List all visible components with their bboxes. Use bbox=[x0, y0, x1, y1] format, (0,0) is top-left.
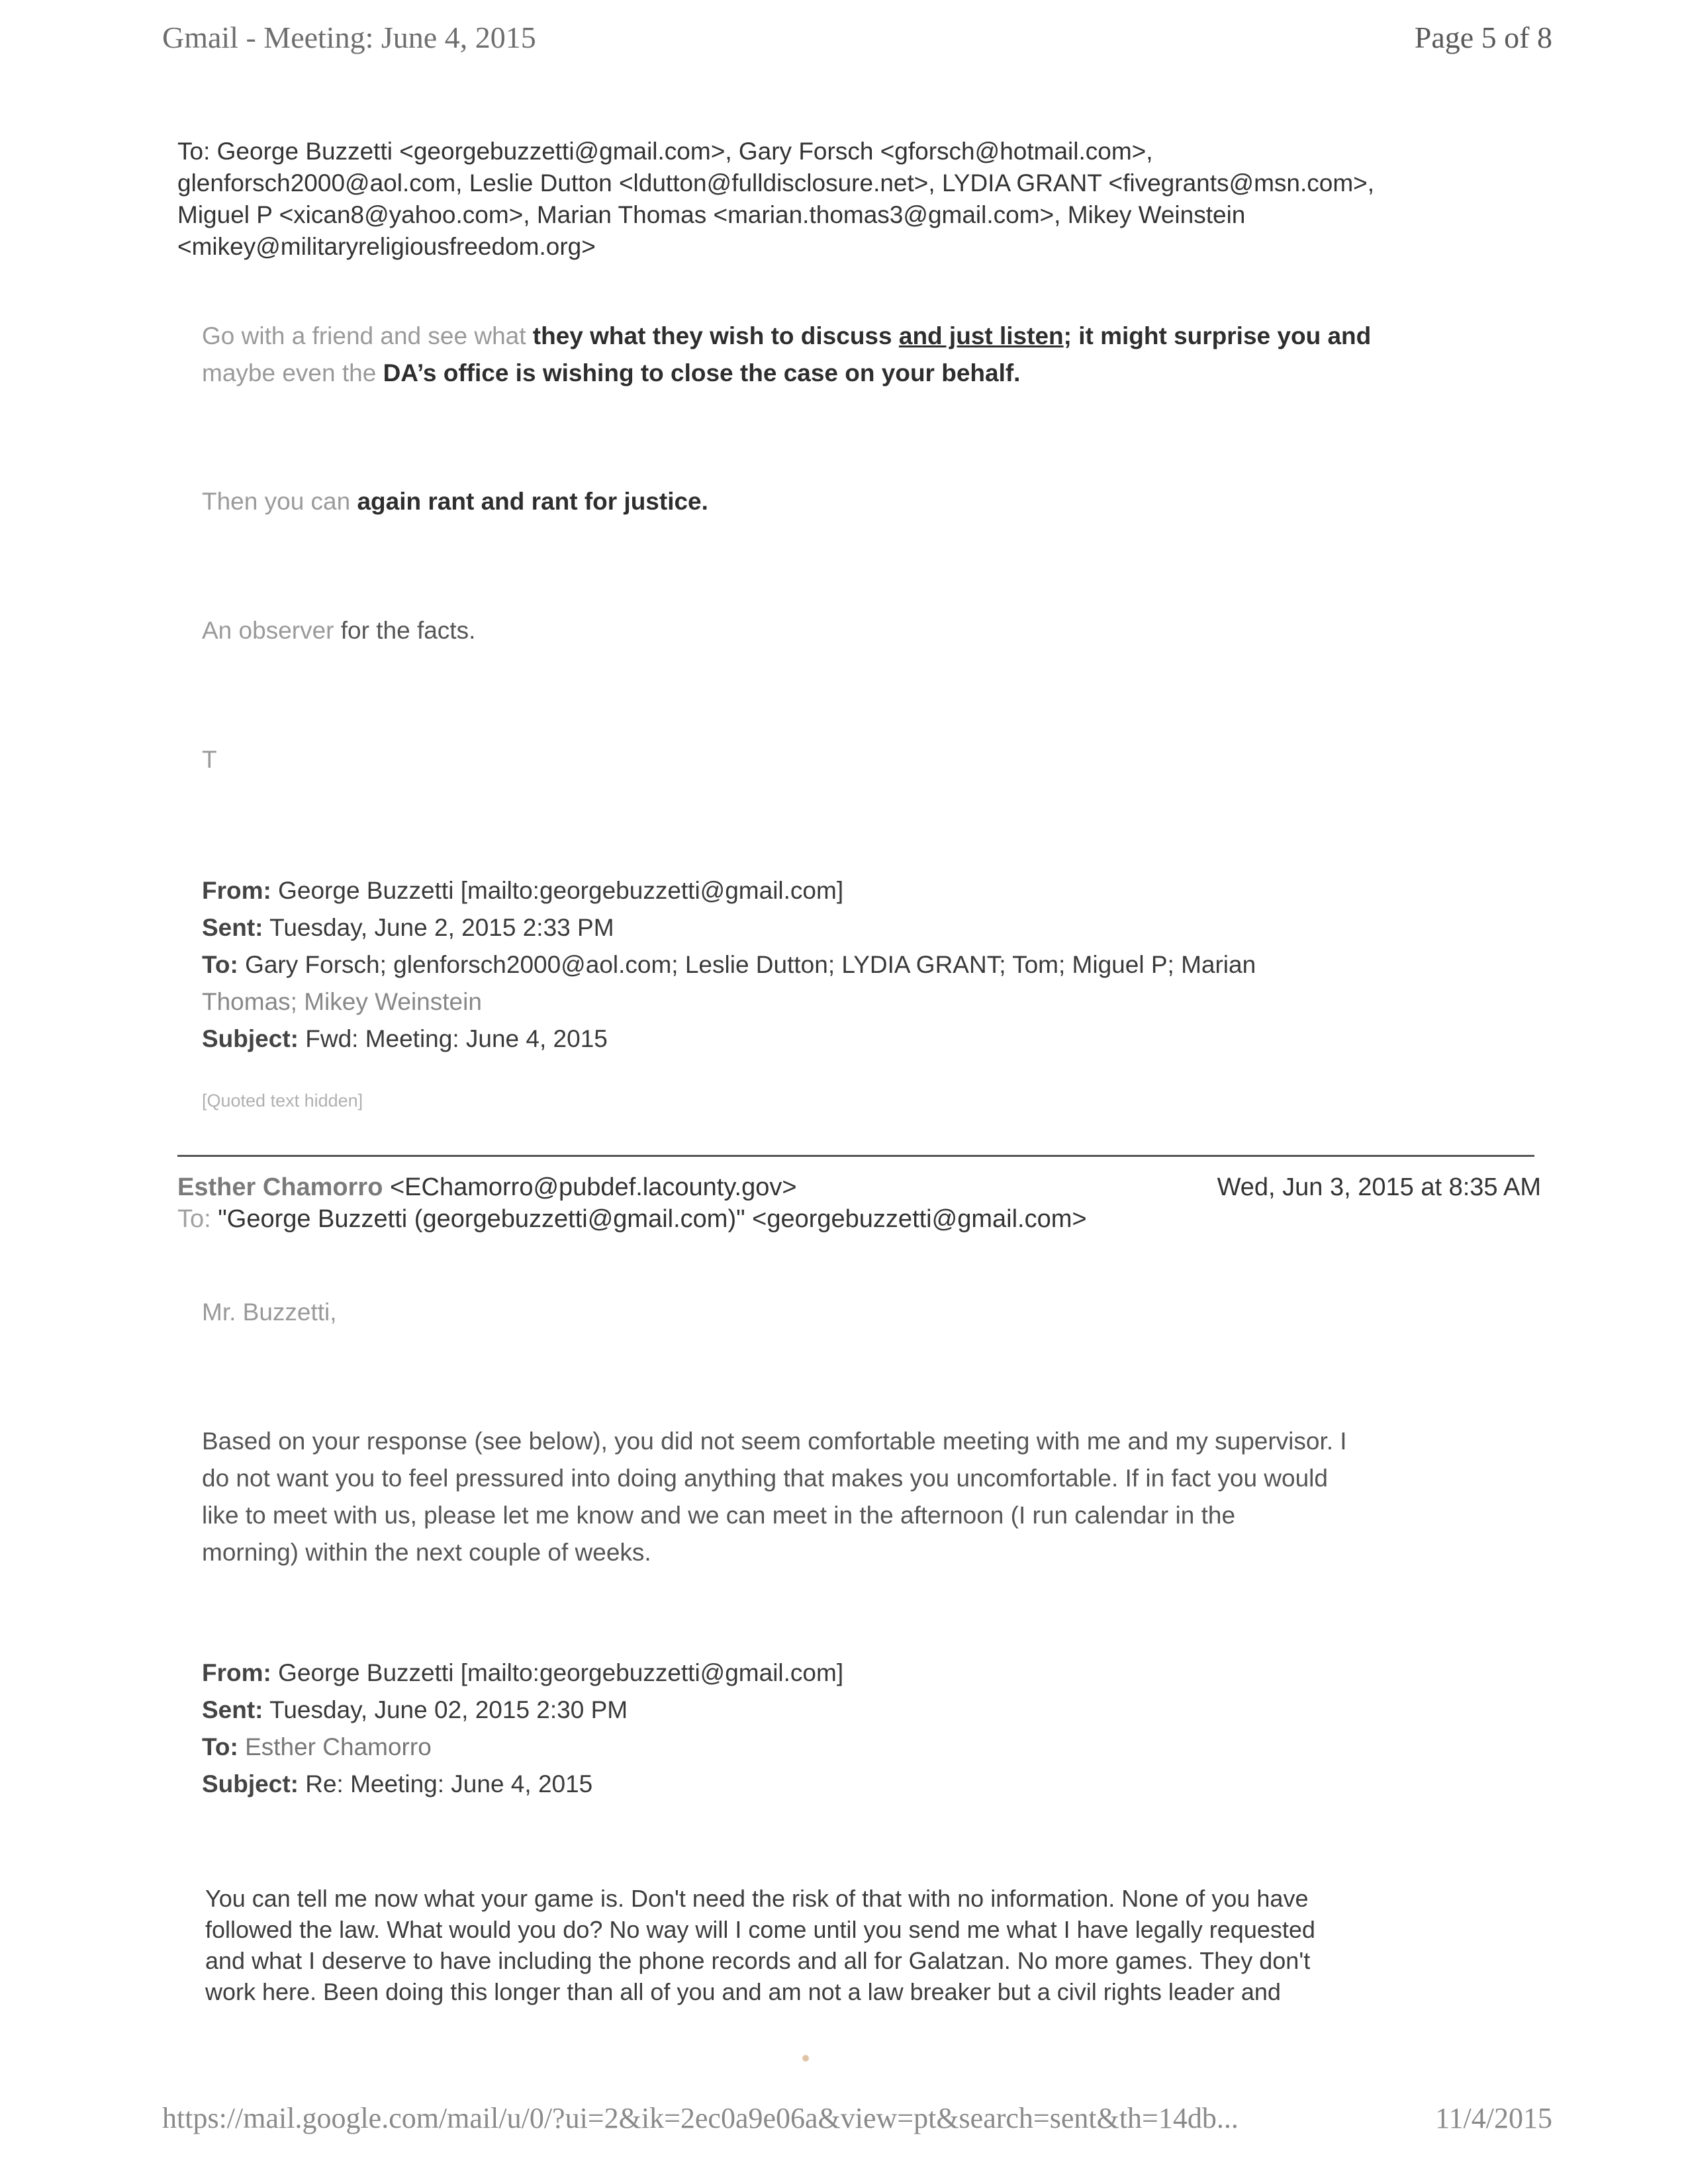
sender-name: Esther Chamorro bbox=[177, 1173, 383, 1201]
underlined-phrase: and just listen bbox=[898, 322, 1064, 349]
recipients-block bbox=[177, 136, 1541, 263]
message2-greeting: Mr. Buzzetti, bbox=[202, 1298, 337, 1326]
footer-url: https://mail.google.com/mail/u/0/?ui=2&ik=2ec0a9e06a&view=pt&search=sent&th=14db... bbox=[162, 2102, 1239, 2134]
message-date: Wed, Jun 3, 2015 at 8:35 AM bbox=[1217, 1173, 1541, 1201]
message1-paragraph-1: Go with a friend and see what they what they wish to discuss and just listen; it might surprise you and maybe even the DA’s office is wishing to close the case on your behalf. bbox=[202, 322, 1372, 387]
message2-body: Based on your response (see below), you did not seem comfortable meeting with me and my supervisor. I do not want you to feel pressured into doing anything that makes you uncomfortable. If in fact you would like to meet with us, please let me know and we can meet in the afternoon (I run calendar in the morning) within the next couple of weeks. bbox=[202, 1428, 1347, 1566]
recipients-line: Miguel P <xican8@yahoo.com>, Marian Thomas <marian.thomas3@gmail.com>, Mikey Weinstein bbox=[177, 201, 1246, 228]
print-header-title: Gmail - Meeting: June 4, 2015 bbox=[162, 21, 536, 54]
message-divider bbox=[177, 1155, 1534, 1157]
page-number: Page 5 of 8 bbox=[1414, 21, 1552, 54]
footer-date: 11/4/2015 bbox=[1435, 2102, 1552, 2134]
sender-email: <EChamorro@pubdef.lacounty.gov> bbox=[389, 1173, 797, 1201]
recipients-line: To: George Buzzetti <georgebuzzetti@gmail.com>, Gary Forsch <gforsch@hotmail.com>, bbox=[177, 138, 1153, 165]
message1-forward-header: From: George Buzzetti [mailto:georgebuzzetti@gmail.com] Sent: Tuesday, June 2, 2015 2:33 PM To: Gary Forsch; glenforsch2000@aol.com; Leslie Dutton; LYDIA GRANT; Tom; Miguel P; Marian Thomas; Mikey Weinstein Subject: Fwd: Meeting: June 4, 2015 bbox=[202, 877, 1256, 1052]
print-footer bbox=[162, 2101, 1552, 2141]
recipients-line: glenforsch2000@aol.com, Leslie Dutton <ldutton@fulldisclosure.net>, LYDIA GRANT <fivegrants@msn.com>, bbox=[177, 169, 1375, 197]
message1-signoff: T bbox=[202, 746, 217, 773]
message2-header: Esther Chamorro <EChamorro@pubdef.lacounty.gov> Wed, Jun 3, 2015 at 8:35 AM To: "George Buzzetti (georgebuzzetti@gmail.com)" <georgebuzzetti@gmail.com> bbox=[177, 1171, 1541, 1235]
print-header bbox=[162, 20, 1552, 60]
scan-speck bbox=[802, 2055, 809, 2062]
message1-paragraph-2: Then you can again rant and rant for justice. bbox=[202, 488, 708, 515]
recipients-line: <mikey@militaryreligiousfreedom.org> bbox=[177, 233, 596, 260]
reply-body: You can tell me now what your game is. Don't need the risk of that with no information. None of you have followed the law. What would you do? No way will I come until you send me what I have legally requested and what I deserve to have including the phone records and all for Galatzan. No more games. They don't work here. Been doing this longer than all of you and am not a law breaker but a civil rights leader and bbox=[205, 1885, 1315, 2005]
message2-to: "George Buzzetti (georgebuzzetti@gmail.com)" <georgebuzzetti@gmail.com> bbox=[218, 1205, 1087, 1233]
message1-paragraph-3: An observer for the facts. bbox=[202, 617, 476, 644]
quoted-text-hidden-link[interactable]: [Quoted text hidden] bbox=[202, 1091, 363, 1111]
message2-forward-header: From: George Buzzetti [mailto:georgebuzzetti@gmail.com] Sent: Tuesday, June 02, 2015 2:30 PM To: Esther Chamorro Subject: Re: Meeting: June 4, 2015 bbox=[202, 1659, 844, 1797]
